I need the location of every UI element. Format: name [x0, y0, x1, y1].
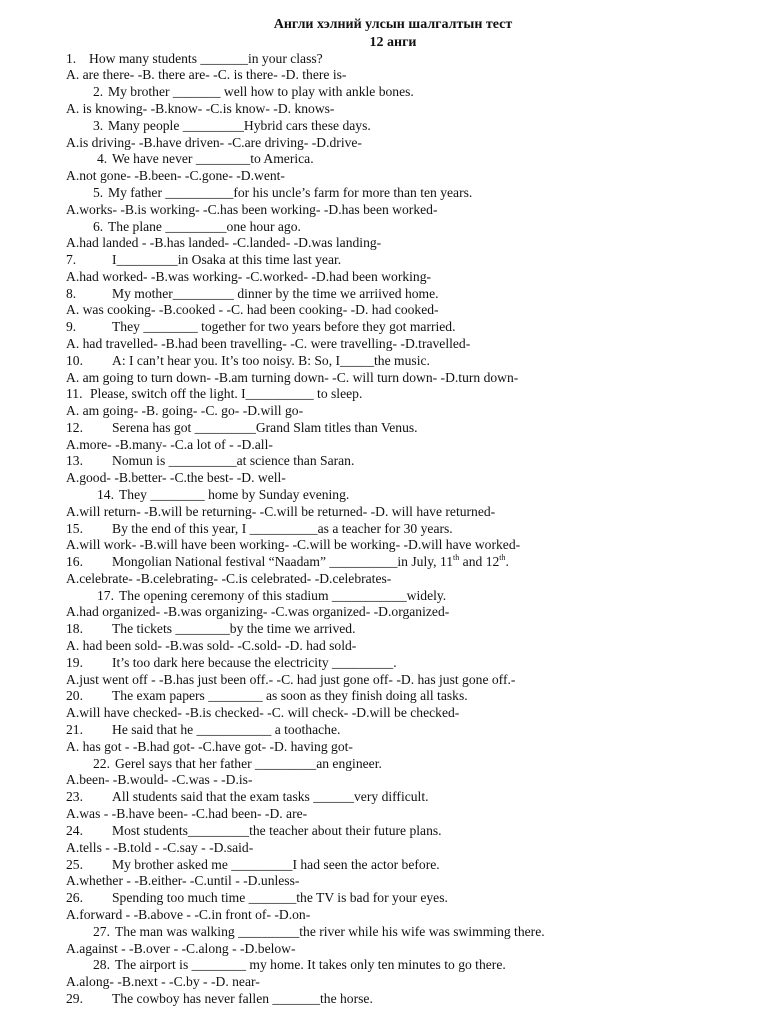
- question-10: [66, 353, 756, 369]
- test-title: Англи хэлний улсын шалгалтын тест: [273, 17, 513, 32]
- question-12: [66, 420, 756, 436]
- question-text: We have never ________to America.: [112, 151, 314, 166]
- answer-options-7: A.had worked- -B.was working- -C.worked- -D.had been working-: [66, 269, 432, 284]
- question-number: 4.: [97, 151, 108, 166]
- question-18: [66, 621, 756, 637]
- question-number: 8.: [66, 286, 77, 301]
- question-3: [93, 118, 768, 134]
- answer-options-2: A. is knowing- -B.know- -C.is know- -D. knows-: [66, 101, 335, 116]
- question-number: 18.: [66, 621, 83, 636]
- question-text: Mongolian National festival “Naadam” __________in July, 11: [112, 554, 454, 569]
- question-text: Many people _________Hybrid cars these days.: [108, 118, 371, 133]
- question-26: [66, 890, 756, 906]
- question-5: [93, 185, 768, 201]
- question-text: He said that he ___________ a toothache.: [112, 722, 341, 737]
- question-number: 5.: [93, 185, 104, 200]
- question-number: 21.: [66, 722, 83, 737]
- question-text: The exam papers ________ as soon as they finish doing all tasks.: [112, 688, 468, 703]
- answer-options-4: A.not gone- -B.been- -C.gone- -D.went-: [66, 168, 285, 183]
- answer-options-6: A.had landed - -B.has landed- -C.landed- -D.was landing-: [66, 235, 382, 250]
- question-number: 2.: [93, 84, 104, 99]
- question-15: [66, 521, 756, 537]
- question-text: Most students_________the teacher about their future plans.: [112, 823, 442, 838]
- question-24: [66, 823, 756, 839]
- answer-options-21: A. has got - -B.had got- -C.have got- -D. having got-: [66, 739, 353, 754]
- question-28: [93, 957, 768, 973]
- question-20: [66, 688, 756, 704]
- question-16: [66, 554, 756, 570]
- question-text: The tickets ________by the time we arrived.: [112, 621, 356, 636]
- question-number: 29.: [66, 991, 83, 1006]
- question-2: [93, 84, 768, 100]
- answer-options-28: A.along- -B.next - -C.by - -D. near-: [66, 974, 260, 989]
- question-text: A: I can’t hear you. It’s too noisy. B: So, I_____the music.: [112, 353, 430, 368]
- question-number: 3.: [93, 118, 104, 133]
- question-text: My brother _______ well how to play with ankle bones.: [108, 84, 414, 99]
- question-number: 12.: [66, 420, 83, 435]
- question-text: Please, switch off the light. I__________ to sleep.: [90, 386, 363, 401]
- answer-options-15: A.will work- -B.will have been working- -C.will be working- -D.will have worked-: [66, 537, 521, 552]
- grade-label: 12 анги: [369, 35, 417, 50]
- question-number: 11.: [66, 386, 83, 401]
- question-8: [66, 286, 756, 302]
- question-number: 28.: [93, 957, 110, 972]
- answer-options-24: A.tells - -B.told - -C.say - -D.said-: [66, 840, 254, 855]
- question-17: [97, 588, 768, 604]
- answer-options-10: A. am going to turn down- -B.am turning down- -C. will turn down- -D.turn down-: [66, 370, 519, 385]
- answer-options-17: A.had organized- -B.was organizing- -C.was organized- -D.organized-: [66, 604, 450, 619]
- ordinal-suffix: th: [453, 553, 460, 562]
- ordinal-suffix: th: [499, 553, 506, 562]
- question-number: 14.: [97, 487, 114, 502]
- question-7: [66, 252, 756, 268]
- question-11: [66, 386, 756, 402]
- question-number: 10.: [66, 353, 83, 368]
- question-number: 20.: [66, 688, 83, 703]
- question-14: [97, 487, 768, 503]
- answer-options-11: A. am going- -B. going- -C. go- -D.will go-: [66, 403, 304, 418]
- answer-options-20: A.will have checked- -B.is checked- -C. will check- -D.will be checked-: [66, 705, 460, 720]
- question-text: They ________ together for two years before they got married.: [112, 319, 456, 334]
- question-text: The plane _________one hour ago.: [108, 219, 301, 234]
- question-text: It’s too dark here because the electricity _________.: [112, 655, 397, 670]
- question-number: 26.: [66, 890, 83, 905]
- question-27: [93, 924, 768, 940]
- question-text: By the end of this year, I __________as a teacher for 30 years.: [112, 521, 453, 536]
- question-text: Nomun is __________at science than Saran.: [112, 453, 355, 468]
- question-13: [66, 453, 756, 469]
- question-text: The man was walking _________the river while his wife was swimming there.: [115, 924, 545, 939]
- answer-options-27: A.against - -B.over - -C.along - -D.below-: [66, 941, 296, 956]
- question-25: [66, 857, 756, 873]
- question-6: [93, 219, 768, 235]
- question-text: The airport is ________ my home. It takes only ten minutes to go there.: [115, 957, 506, 972]
- question-text-cont: and 12: [459, 554, 500, 569]
- answer-options-22: A.been- -B.would- -C.was - -D.is-: [66, 772, 253, 787]
- question-29: [66, 991, 756, 1007]
- answer-options-12: A.more- -B.many- -C.a lot of - -D.all-: [66, 437, 273, 452]
- question-text: My father __________for his uncle’s farm for more than ten years.: [108, 185, 473, 200]
- question-text: Serena has got _________Grand Slam titles than Venus.: [112, 420, 418, 435]
- answer-options-13: A.good- -B.better- -C.the best- -D. well-: [66, 470, 286, 485]
- question-number: 7.: [66, 252, 77, 267]
- question-number: 22.: [93, 756, 110, 771]
- answer-options-19: A.just went off - -B.has just been off.- -C. had just gone off- -D. has just gone off.-: [66, 672, 516, 687]
- answer-options-1: A. are there- -B. there are- -C. is there- -D. there is-: [66, 67, 347, 82]
- question-number: 6.: [93, 219, 104, 234]
- answer-options-18: A. had been sold- -B.was sold- -C.sold- -D. had sold-: [66, 638, 357, 653]
- question-number: 24.: [66, 823, 83, 838]
- answer-options-25: A.whether - -B.either- -C.until - -D.unless-: [66, 873, 300, 888]
- question-number: 13.: [66, 453, 83, 468]
- answer-options-23: A.was - -B.have been- -C.had been- -D. are-: [66, 806, 308, 821]
- answer-options-14: A.will return- -B.will be returning- -C.will be returned- -D. will have returned-: [66, 504, 496, 519]
- question-text: They ________ home by Sunday evening.: [119, 487, 350, 502]
- question-number: 23.: [66, 789, 83, 804]
- question-number: 17.: [97, 588, 114, 603]
- question-text: How many students _______in your class?: [89, 51, 323, 66]
- question-19: [66, 655, 756, 671]
- answer-options-16: A.celebrate- -B.celebrating- -C.is celebrated- -D.celebrates-: [66, 571, 392, 586]
- question-number: 1.: [66, 51, 77, 66]
- question-1: [66, 51, 756, 67]
- question-text: My mother_________ dinner by the time we arriived home.: [112, 286, 439, 301]
- question-text: Spending too much time _______the TV is bad for your eyes.: [112, 890, 448, 905]
- question-text: The cowboy has never fallen _______the horse.: [112, 991, 373, 1006]
- question-23: [66, 789, 756, 805]
- question-number: 19.: [66, 655, 83, 670]
- answer-options-8: A. was cooking- -B.cooked - -C. had been cooking- -D. had cooked-: [66, 302, 439, 317]
- question-number: 27.: [93, 924, 110, 939]
- answer-options-3: A.is driving- -B.have driven- -C.are driving- -D.drive-: [66, 135, 362, 150]
- answer-options-9: A. had travelled- -B.had been travelling- -C. were travelling- -D.travelled-: [66, 336, 471, 351]
- question-9: [66, 319, 756, 335]
- question-text: All students said that the exam tasks ______very difficult.: [112, 789, 429, 804]
- question-number: 25.: [66, 857, 83, 872]
- answer-options-5: A.works- -B.is working- -C.has been working- -D.has been worked-: [66, 202, 438, 217]
- question-text-end: .: [505, 554, 509, 569]
- question-4: [97, 151, 768, 167]
- question-number: 15.: [66, 521, 83, 536]
- question-21: [66, 722, 756, 738]
- question-text: The opening ceremony of this stadium ___________widely.: [119, 588, 447, 603]
- question-22: [93, 756, 768, 772]
- answer-options-26: A.forward - -B.above - -C.in front of- -D.on-: [66, 907, 311, 922]
- question-text: My brother asked me _________I had seen the actor before.: [112, 857, 440, 872]
- question-number: 9.: [66, 319, 77, 334]
- question-text: I_________in Osaka at this time last year.: [112, 252, 342, 267]
- question-number: 16.: [66, 554, 83, 569]
- question-text: Gerel says that her father _________an engineer.: [115, 756, 382, 771]
